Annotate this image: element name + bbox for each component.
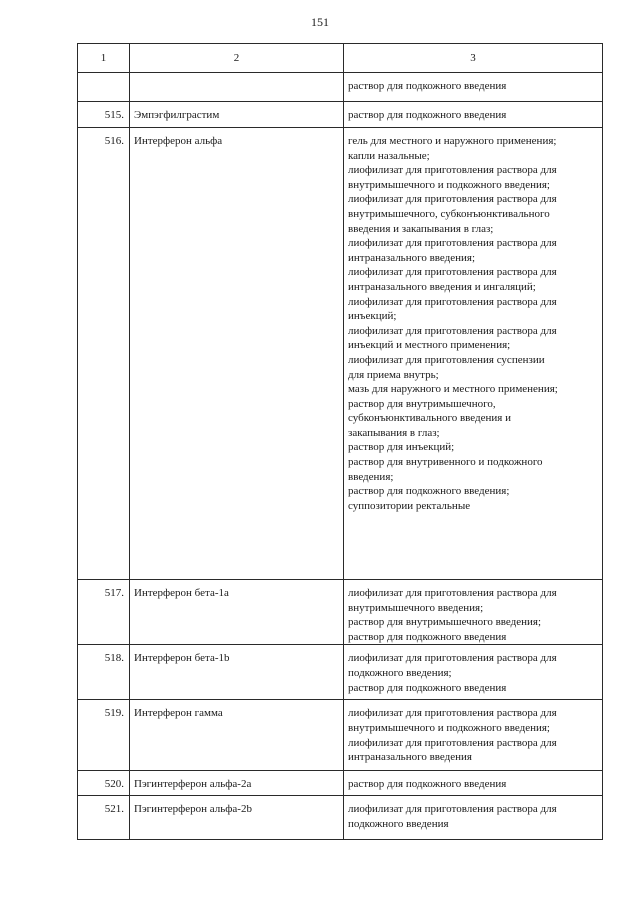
dosage-form-line: гель для местного и наружного применения; bbox=[348, 135, 557, 147]
dosage-form-line: интраназального введения и ингаляций; bbox=[348, 280, 536, 293]
dosage-form-line: инъекций и местного применения; bbox=[348, 339, 511, 352]
dosage-form-line: раствор для подкожного введения bbox=[348, 681, 507, 694]
column-header: 3 bbox=[344, 44, 603, 73]
dosage-form-line: раствор для внутривенного и подкожного bbox=[348, 456, 543, 469]
dosage-form-line: лиофилизат для приготовления раствора для bbox=[348, 587, 557, 599]
dosage-form-line: раствор для подкожного введения; bbox=[348, 485, 510, 498]
dosage-form-line: лиофилизат для приготовления суспензии bbox=[348, 353, 545, 366]
dosage-form-line: для приема внутрь; bbox=[348, 368, 439, 381]
dosage-form-line: закапывания в глаз; bbox=[348, 426, 440, 439]
dosage-form-line: введения и закапывания в глаз; bbox=[348, 222, 494, 235]
dosage-form-line: подкожного введения; bbox=[348, 666, 452, 679]
table-row bbox=[78, 580, 603, 645]
drug-table bbox=[77, 43, 603, 840]
dosage-form-line: лиофилизат для приготовления раствора для bbox=[348, 324, 557, 337]
dosage-form-line: внутримышечного и подкожного введения; bbox=[348, 721, 550, 734]
drug-name: Интерферон альфа bbox=[130, 128, 344, 580]
dosage-form-line: раствор для внутримышечного введения; bbox=[348, 616, 542, 629]
dosage-form-line: лиофилизат для приготовления раствора для bbox=[348, 164, 557, 177]
row-number: 518. bbox=[78, 645, 130, 700]
row-number: 521. bbox=[78, 796, 130, 840]
table-row bbox=[78, 73, 603, 102]
dosage-form-line: лиофилизат для приготовления раствора для bbox=[348, 803, 557, 816]
dosage-forms bbox=[344, 73, 603, 102]
dosage-form-line: раствор для подкожного введения bbox=[348, 630, 507, 643]
table-row bbox=[78, 128, 603, 580]
dosage-form-line: мазь для наружного и местного применения; bbox=[348, 383, 558, 396]
dosage-form-line: внутримышечного и подкожного введения; bbox=[348, 178, 550, 191]
table-row bbox=[78, 102, 603, 128]
dosage-form-line: лиофилизат для приготовления раствора для bbox=[348, 652, 557, 665]
dosage-forms bbox=[344, 128, 603, 580]
column-header: 2 bbox=[130, 44, 344, 73]
dosage-form-line: раствор для инъекций; bbox=[348, 441, 455, 454]
dosage-form-line: внутримышечного введения; bbox=[348, 601, 484, 614]
dosage-forms bbox=[344, 771, 603, 796]
row-number bbox=[78, 73, 130, 102]
dosage-form-line: раствор для подкожного введения bbox=[348, 109, 507, 121]
row-number: 520. bbox=[78, 771, 130, 796]
drug-name: Пэгинтерферон альфа-2b bbox=[130, 796, 344, 840]
table-row bbox=[78, 645, 603, 700]
dosage-form-line: раствор для подкожного введения bbox=[348, 80, 507, 92]
dosage-form-line: инъекций; bbox=[348, 310, 397, 323]
dosage-forms bbox=[344, 580, 603, 645]
row-number: 519. bbox=[78, 700, 130, 771]
table-row bbox=[78, 771, 603, 796]
dosage-form-line: субконъюнктивального введения и bbox=[348, 412, 511, 425]
dosage-form-line: лиофилизат для приготовления раствора для bbox=[348, 736, 557, 749]
dosage-form-line: раствор для подкожного введения bbox=[348, 778, 507, 791]
row-number: 517. bbox=[78, 580, 130, 645]
dosage-forms bbox=[344, 102, 603, 128]
dosage-form-line: капли назальные; bbox=[348, 149, 430, 162]
dosage-form-line: лиофилизат для приготовления раствора для bbox=[348, 295, 557, 308]
drug-name bbox=[130, 73, 344, 102]
dosage-form-line: раствор для внутримышечного, bbox=[348, 397, 496, 410]
drug-name: Интерферон бета-1a bbox=[130, 580, 344, 645]
dosage-forms bbox=[344, 796, 603, 840]
dosage-form-line: подкожного введения bbox=[348, 817, 449, 830]
table-row bbox=[78, 700, 603, 771]
dosage-form-line: внутримышечного, субконъюнктивального bbox=[348, 207, 550, 220]
dosage-forms bbox=[344, 645, 603, 700]
drug-name: Пэгинтерферон альфа-2a bbox=[130, 771, 344, 796]
table-body bbox=[78, 73, 603, 840]
row-number: 516. bbox=[78, 128, 130, 580]
dosage-form-line: лиофилизат для приготовления раствора для bbox=[348, 237, 557, 250]
dosage-form-line: лиофилизат для приготовления раствора для bbox=[348, 707, 557, 720]
page-number: 151 bbox=[311, 15, 329, 29]
drug-name: Эмпэгфилграстим bbox=[130, 102, 344, 128]
table-row bbox=[78, 796, 603, 840]
drug-name: Интерферон гамма bbox=[130, 700, 344, 771]
dosage-form-line: интраназального введения; bbox=[348, 251, 475, 264]
dosage-forms bbox=[344, 700, 603, 771]
table-header-row bbox=[78, 44, 603, 73]
row-number: 515. bbox=[78, 102, 130, 128]
drug-name: Интерферон бета-1b bbox=[130, 645, 344, 700]
dosage-form-line: интраназального введения bbox=[348, 751, 472, 764]
dosage-form-line: лиофилизат для приготовления раствора для bbox=[348, 266, 557, 279]
dosage-form-line: суппозитории ректальные bbox=[348, 499, 471, 512]
dosage-form-line: введения; bbox=[348, 470, 394, 483]
dosage-form-line: лиофилизат для приготовления раствора для bbox=[348, 193, 557, 206]
column-header: 1 bbox=[78, 44, 130, 73]
